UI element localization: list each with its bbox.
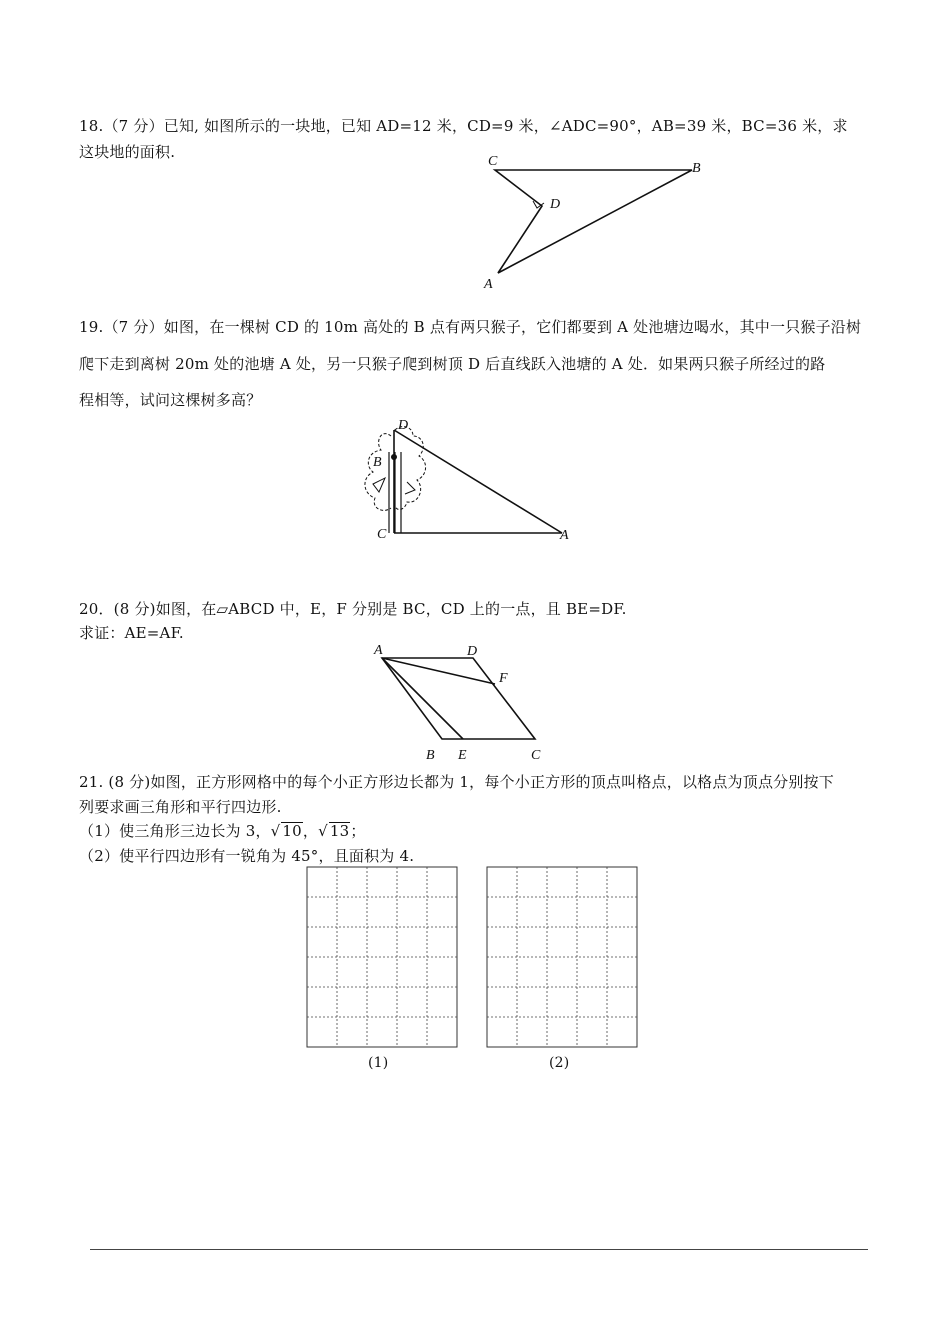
q21-text-line2: 列要求画三角形和平行四边形. (79, 798, 282, 816)
q18-right-angle-mark (533, 201, 544, 208)
q18-text-line2: 这块地的面积. (79, 143, 176, 161)
q19-text-line1: 19.（7 分）如图，在一棵树 CD 的 10m 高处的 B 点有两只猴子，它们都要到 A 处池塘边喝水，其中一只猴子沿树 (79, 318, 862, 336)
q19-figure (355, 412, 585, 547)
q19-label-c: C (377, 527, 387, 542)
q21-caption-2: (2) (549, 1055, 570, 1071)
q20-label-b: B (426, 748, 435, 763)
q20-figure (365, 638, 565, 763)
q20-parallelogram (382, 658, 535, 739)
q20-label-e: E (458, 748, 467, 763)
q20-segment-ae (382, 658, 463, 739)
tree-icon (365, 427, 426, 533)
q21-caption-1: (1) (368, 1055, 389, 1071)
q18-text-line1: 18.（7 分）已知, 如图所示的一块地，已知 AD=12 米，CD=9 米，∠ADC=90°，AB=39 米，BC=36 米，求 (79, 117, 848, 135)
q20-text-line1: 20．(8 分)如图，在▱ABCD 中，E，F 分别是 BC，CD 上的一点，且 BE=DF. (79, 600, 627, 618)
q21-item1-sep: ， (302, 822, 319, 840)
q20-text-line2: 求证：AE=AF. (79, 624, 184, 642)
q21-grid-1 (306, 866, 458, 1048)
q18-quadrilateral (495, 170, 692, 273)
q19-point-b (391, 454, 397, 460)
q18-label-c: C (488, 154, 498, 169)
footer-rule (90, 1249, 868, 1250)
q21-item2: （2）使平行四边形有一锐角为 45°，且面积为 4. (79, 847, 415, 865)
q21-item1-end: ； (350, 822, 366, 840)
q18-label-d: D (550, 197, 561, 212)
q19-label-d: D (398, 418, 409, 433)
q21-item1 (79, 820, 366, 841)
q20-label-a: A (374, 643, 383, 658)
q21-grid-2 (486, 866, 638, 1048)
q18-label-a: A (484, 277, 493, 292)
q19-label-b: B (373, 455, 382, 470)
q21-item1-radicand-2: 13 (329, 822, 350, 840)
sqrt-icon: √ (270, 822, 281, 840)
q21-text-line1: 21. (8 分)如图，正方形网格中的每个小正方形边长都为 1，每个小正方形的顶点叫格点，以格点为顶点分别按下 (79, 773, 834, 791)
q20-label-c: C (531, 748, 541, 763)
q20-label-d: D (467, 644, 478, 659)
q19-text-line3: 程相等，试问这棵树多高？ (79, 391, 262, 409)
q18-figure (470, 148, 720, 296)
q21-item1-prefix: （1）使三角形三边长为 3， (79, 822, 271, 840)
q19-text-line2: 爬下走到离树 20m 处的池塘 A 处，另一只猴子爬到树顶 D 后直线跃入池塘的 A 处．如果两只猴子所经过的路 (79, 355, 826, 373)
q18-label-b: B (692, 161, 701, 176)
q20-label-f: F (499, 671, 508, 686)
q19-jump-da (394, 430, 562, 533)
sqrt-icon: √ (318, 822, 328, 840)
q19-label-a: A (560, 528, 569, 543)
q21-item1-radicand-1: 10 (282, 822, 302, 840)
